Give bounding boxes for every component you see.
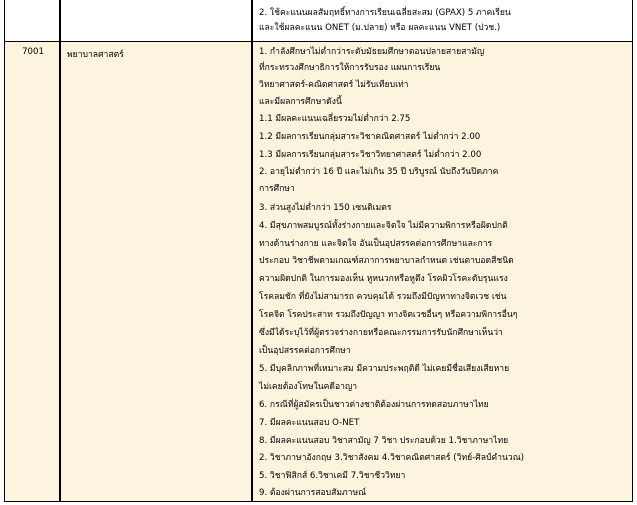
top-row-requirements-cell [252,0,633,42]
requirement-line: และใช้ผลคะแนน ONET (ม.ปลาย) หรือ ผลคะแนน VNET (ปวช.) [259,23,501,33]
requirement-line: และมีผลการศึกษาดังนี้ [259,97,342,107]
requirement-line: ไม่เคยต้องโทษในคดีอาญา [259,382,358,392]
requirement-line: วิทยาศาสตร์-คณิตศาสตร์ ไม่รับเทียบเท่า [259,80,409,90]
requirement-line: 8. มีผลคะแนนสอบ วิชาสามัญ 7 วิชา ประกอบด้วย 1.วิชาภาษาไทย [259,436,509,446]
requirement-line: 1.2 มีผลการเรียนกลุ่มสาระวิชาคณิตศาสตร์ ไม่ต่ำกว่า 2.00 [259,132,481,142]
requirement-line: ทางด้านร่างกาย และจิตใจ อันเป็นอุปสรรคต่อการศึกษาและการ [259,239,493,249]
requirement-line: 4. มีสุขภาพสมบูรณ์ทั้งร่างกายและจิตใจ ไม่มีความพิการหรือผิดปกติ [259,221,508,231]
requirement-line: 2. ใช้คะแนนผลสัมฤทธิ์ทางการเรียนเฉลี่ยสะสม (GPAX) 5 ภาคเรียน [259,8,511,18]
requirement-line: 9. ต้องผ่านการสอบสัมภาษณ์ [259,488,367,498]
top-row-program-cell [60,0,252,42]
program-name-cell [60,42,252,502]
requirement-line: ซึ่งมีได้ระบุไว้ที่ผู้ตรวจร่างกายหรือคณะกรรมการรับนักศึกษาเห็นว่า [259,328,503,338]
requirement-line: 5. วิชาฟิสิกส์ 6.วิชาเคมี 7.วิชาชีววิทยา [259,471,406,481]
top-row-code-cell [4,0,60,42]
requirements-cell [252,42,633,502]
requirement-line: โรคลมชัก ที่ยังไม่สามารถ ควบคุมได้ รวมถึงมีปัญหาทางจิตเวช เช่น [259,292,507,302]
requirement-line: 5. มีบุคลิกภาพที่เหมาะสม มีความประพฤติดี ไม่เคยมีชื่อเสียงเสียหาย [259,364,510,374]
requirement-line: เป็นอุปสรรคต่อการศึกษา [259,346,351,356]
requirement-line: โรคจิต โรคประสาท รวมถึงปัญญา ทางจิตเวชอื่นๆ หรือความพิการอื่นๆ [259,310,518,320]
requirement-line: 7. มีผลคะแนนสอบ O-NET [259,418,360,428]
requirement-line: 3. ส่วนสูงไม่ต่ำกว่า 150 เซนติเมตร [259,203,392,213]
requirement-line: การศึกษา [259,184,295,194]
requirement-line: ความผิดปกติ ในการมองเห็น หูหนวกหรือหูตึง โรคผิวโรคะดับรุนแรง [259,274,508,284]
requirement-line: 2. อายุไม่ต่ำกว่า 16 ปี และไม่เกิน 35 ปี บริบูรณ์ นับถึงวันปิดภาค [259,167,499,177]
requirement-line: 1. กำลังศึกษาไม่ต่ำกว่าระดับมัธยมศึกษาตอนปลายสายสามัญ [259,47,485,57]
requirement-line: 1.3 มีผลการเรียนกลุ่มสาระวิชาวิทยาศาสตร์ ไม่ต่ำกว่า 2.00 [259,150,482,160]
program-name: พยาบาลศาสตร์ [67,50,124,60]
admission-requirements-table [4,0,633,502]
requirement-line: 2. วิชาภาษาอังกฤษ 3.วิชาสังคม 4.วิชาคณิตศาสตร์ (วิทย์-ศิลป์คำนวณ) [259,453,525,463]
requirement-line: 6. กรณีที่ผู้สมัครเป็นชาวต่างชาติต้องผ่านการทดสอบภาษาไทย [259,400,489,410]
requirement-line: 1.1 มีผลคะแนนเฉลี่ยรวมไม่ต่ำกว่า 2.75 [259,114,411,124]
requirement-line: ประกอบ วิชาชีพตามเกณฑ์สภาการพยาบาลกำหนด เช่นตาบอดสีชนิด [259,256,514,266]
program-code-cell [4,42,60,502]
program-code: 7001 [22,47,44,57]
requirement-line: ที่กระทรวงศึกษาธิการให้การรับรอง แผนการเรียน [259,63,441,73]
column-divider [252,0,253,502]
column-divider [60,0,61,502]
